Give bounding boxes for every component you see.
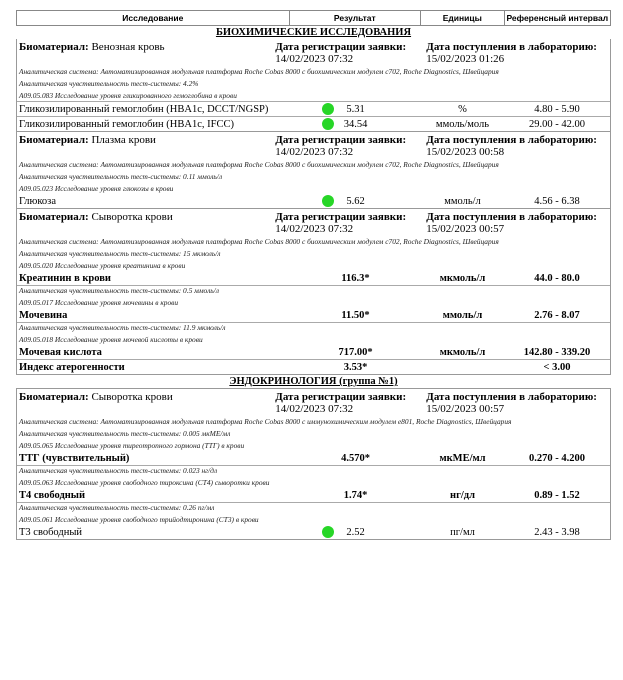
test-result: 5.62 — [346, 195, 365, 207]
group-endo-serum — [16, 388, 611, 540]
normal-indicator-dot — [322, 103, 334, 115]
group-plasma — [16, 132, 611, 209]
result-row — [17, 116, 610, 131]
group-venous-blood — [16, 39, 611, 132]
group-serum — [16, 209, 611, 375]
result-row — [17, 359, 610, 374]
reg-date-value: 14/02/2023 07:32 — [275, 223, 354, 235]
test-unit: ммоль/л — [444, 195, 481, 207]
normal-indicator-dot — [322, 118, 334, 130]
test-ref: 0.270 - 4.200 — [529, 452, 585, 464]
normal-indicator-dot — [322, 195, 334, 207]
test-ref: 44.0 - 80.0 — [534, 272, 580, 284]
test-ref: < 3.00 — [543, 361, 571, 373]
reg-date-value: 14/02/2023 07:32 — [275, 146, 354, 158]
reg-date-label: Дата регистрации заявки: — [275, 211, 407, 223]
lab-date-label: Дата поступления в лабораторию: — [426, 41, 597, 53]
result-row — [17, 308, 610, 322]
test-ref: 142.80 - 339.20 — [523, 346, 591, 358]
test-result: 717.00* — [338, 346, 373, 358]
result-row — [17, 271, 610, 285]
test-name: Гликозилированный гемоглобин (HBA1c, DCCT/NGSP) — [19, 103, 269, 115]
test-name: Мочевая кислота — [19, 346, 102, 358]
sensitivity-note: Аналитическая чувствительность тест-системы: 0.5 ммоль/л — [17, 285, 610, 296]
analytic-system-note: Аналитическая система: Автоматизированная модульная платформа Roche Cobas 8000 с биохимическим модулем с702, Roche Diagnostics, Швейцария — [19, 67, 499, 76]
lab-date-value: 15/02/2023 00:58 — [426, 146, 505, 158]
header-name: Исследование — [17, 11, 290, 25]
sensitivity-note: Аналитическая чувствительность тест-системы: 0.005 мкМЕ/мл — [19, 429, 231, 438]
biomaterial-label: Биоматериал: — [19, 41, 89, 53]
test-code-note: A09.05.018 Исследование уровня мочевой кислоты в крови — [19, 335, 203, 344]
reg-date-value: 14/02/2023 07:32 — [275, 53, 354, 65]
header-unit: Единицы — [421, 11, 505, 25]
biomaterial-value: Плазма крови — [91, 134, 156, 146]
biomaterial-value: Венозная кровь — [91, 41, 165, 53]
lab-date-value: 15/02/2023 01:26 — [426, 53, 505, 65]
test-ref: 2.76 - 8.07 — [534, 309, 580, 321]
test-name: Креатинин в крови — [19, 272, 111, 284]
test-unit: мкМЕ/мл — [439, 452, 486, 464]
sensitivity-note: Аналитическая чувствительность тест-системы: 0.023 нг/дл — [17, 465, 610, 476]
sensitivity-note: Аналитическая чувствительность тест-системы: 11.9 мкмоль/л — [17, 322, 610, 333]
test-name: Т3 свободный — [19, 526, 83, 538]
reg-date-label: Дата регистрации заявки: — [275, 134, 407, 146]
test-code-note: A09.05.061 Исследование уровня свободного трийодтиронина (СТ3) в крови — [19, 515, 259, 524]
biomaterial-block — [17, 132, 610, 158]
test-name: Мочевина — [19, 309, 68, 321]
table-header — [16, 10, 611, 26]
reg-date-label: Дата регистрации заявки: — [275, 391, 407, 403]
lab-date-value: 15/02/2023 00:57 — [426, 403, 505, 415]
test-unit: мкмоль/л — [439, 272, 486, 284]
test-unit: % — [458, 103, 467, 115]
test-ref: 29.00 - 42.00 — [529, 118, 585, 130]
test-code-note: A09.05.023 Исследование уровня глюкозы в крови — [19, 184, 174, 193]
test-result: 11.50* — [341, 309, 370, 321]
test-ref: 4.56 - 6.38 — [534, 195, 580, 207]
test-result: 116.3* — [341, 272, 370, 284]
test-code-note: A09.05.017 Исследование уровня мочевины в крови — [19, 298, 179, 307]
lab-date-label: Дата поступления в лабораторию: — [426, 211, 597, 223]
test-name: Гликозилированный гемоглобин (HBA1c, IFCC) — [19, 118, 234, 130]
result-row — [17, 525, 610, 539]
section-title-endo: ЭНДОКРИНОЛОГИЯ (группа №1) — [229, 376, 398, 387]
test-name: ТТГ (чувствительный) — [19, 452, 130, 464]
result-row — [17, 451, 610, 465]
normal-indicator-dot — [322, 526, 334, 538]
biomaterial-block — [17, 389, 610, 415]
sensitivity-note: Аналитическая чувствительность тест-системы: 15 мкмоль/л — [19, 249, 221, 258]
sensitivity-note: Аналитическая чувствительность тест-системы: 0.26 пг/мл — [17, 502, 610, 513]
sensitivity-note: Аналитическая чувствительность тест-системы: 4.2% — [19, 79, 199, 88]
test-unit: нг/дл — [450, 489, 475, 501]
biomaterial-block — [17, 209, 610, 235]
biomaterial-label: Биоматериал: — [19, 134, 89, 146]
test-name: Глюкоза — [19, 195, 56, 207]
sensitivity-note: Аналитическая чувствительность тест-системы: 0.11 ммоль/л — [19, 172, 223, 181]
header-ref: Референсный интервал — [506, 13, 609, 23]
test-result: 2.52 — [346, 526, 365, 538]
reg-date-label: Дата регистрации заявки: — [275, 41, 407, 53]
analytic-system-note: Аналитическая система: Автоматизированная модульная платформа Roche Cobas 8000 с иммунохимическим модулем е801, Roche Diagnostics, Швейцария — [19, 417, 512, 426]
result-row — [17, 194, 610, 208]
test-unit: пг/мл — [450, 526, 475, 538]
lab-date-value: 15/02/2023 00:57 — [426, 223, 505, 235]
biomaterial-block — [17, 39, 610, 65]
test-ref: 0.89 - 1.52 — [534, 489, 580, 501]
test-result: 1.74* — [343, 489, 368, 501]
test-result: 4.570* — [341, 452, 370, 464]
result-row — [17, 101, 610, 116]
analytic-system-note: Аналитическая система: Автоматизированная модульная платформа Roche Cobas 8000 с биохимическим модулем с702, Roche Diagnostics, Швейцария — [19, 237, 499, 246]
analytic-system-note: Аналитическая система: Автоматизированная модульная платформа Roche Cobas 8000 с биохимическим модулем с702, Roche Diagnostics, Швейцария — [19, 160, 499, 169]
test-ref: 4.80 - 5.90 — [534, 103, 580, 115]
test-result: 5.31 — [346, 103, 365, 115]
biomaterial-value: Сыворотка крови — [91, 391, 173, 403]
test-code-note: A09.05.020 Исследование уровня креатинина в крови — [19, 261, 186, 270]
test-result: 3.53* — [343, 361, 368, 373]
biomaterial-value: Сыворотка крови — [91, 211, 173, 223]
test-name: Индекс атерогенности — [19, 361, 125, 373]
lab-report — [16, 10, 611, 540]
test-code-note: A09.05.065 Исследование уровня тиреотропного гормона (ТТГ) в крови — [19, 441, 245, 450]
section-title-biochem: БИОХИМИЧЕСКИЕ ИССЛЕДОВАНИЯ — [215, 27, 412, 38]
header-result: Результат — [290, 11, 421, 25]
test-name: Т4 свободный — [19, 489, 86, 501]
reg-date-value: 14/02/2023 07:32 — [275, 403, 354, 415]
test-unit: ммоль/л — [442, 309, 483, 321]
test-unit: ммоль/моль — [435, 118, 490, 130]
biomaterial-label: Биоматериал: — [19, 211, 89, 223]
test-code-note: A09.05.063 Исследование уровня свободного тироксина (СТ4) сыворотки крови — [19, 478, 270, 487]
lab-date-label: Дата поступления в лабораторию: — [426, 134, 597, 146]
test-unit: мкмоль/л — [439, 346, 486, 358]
test-ref: 2.43 - 3.98 — [534, 526, 580, 538]
biomaterial-label: Биоматериал: — [19, 391, 89, 403]
test-result: 34.54 — [343, 118, 368, 130]
test-code-note: A09.05.083 Исследование уровня гликированного гемоглобина в крови — [19, 91, 237, 100]
result-row — [17, 345, 610, 359]
lab-date-label: Дата поступления в лабораторию: — [426, 391, 597, 403]
result-row — [17, 488, 610, 502]
